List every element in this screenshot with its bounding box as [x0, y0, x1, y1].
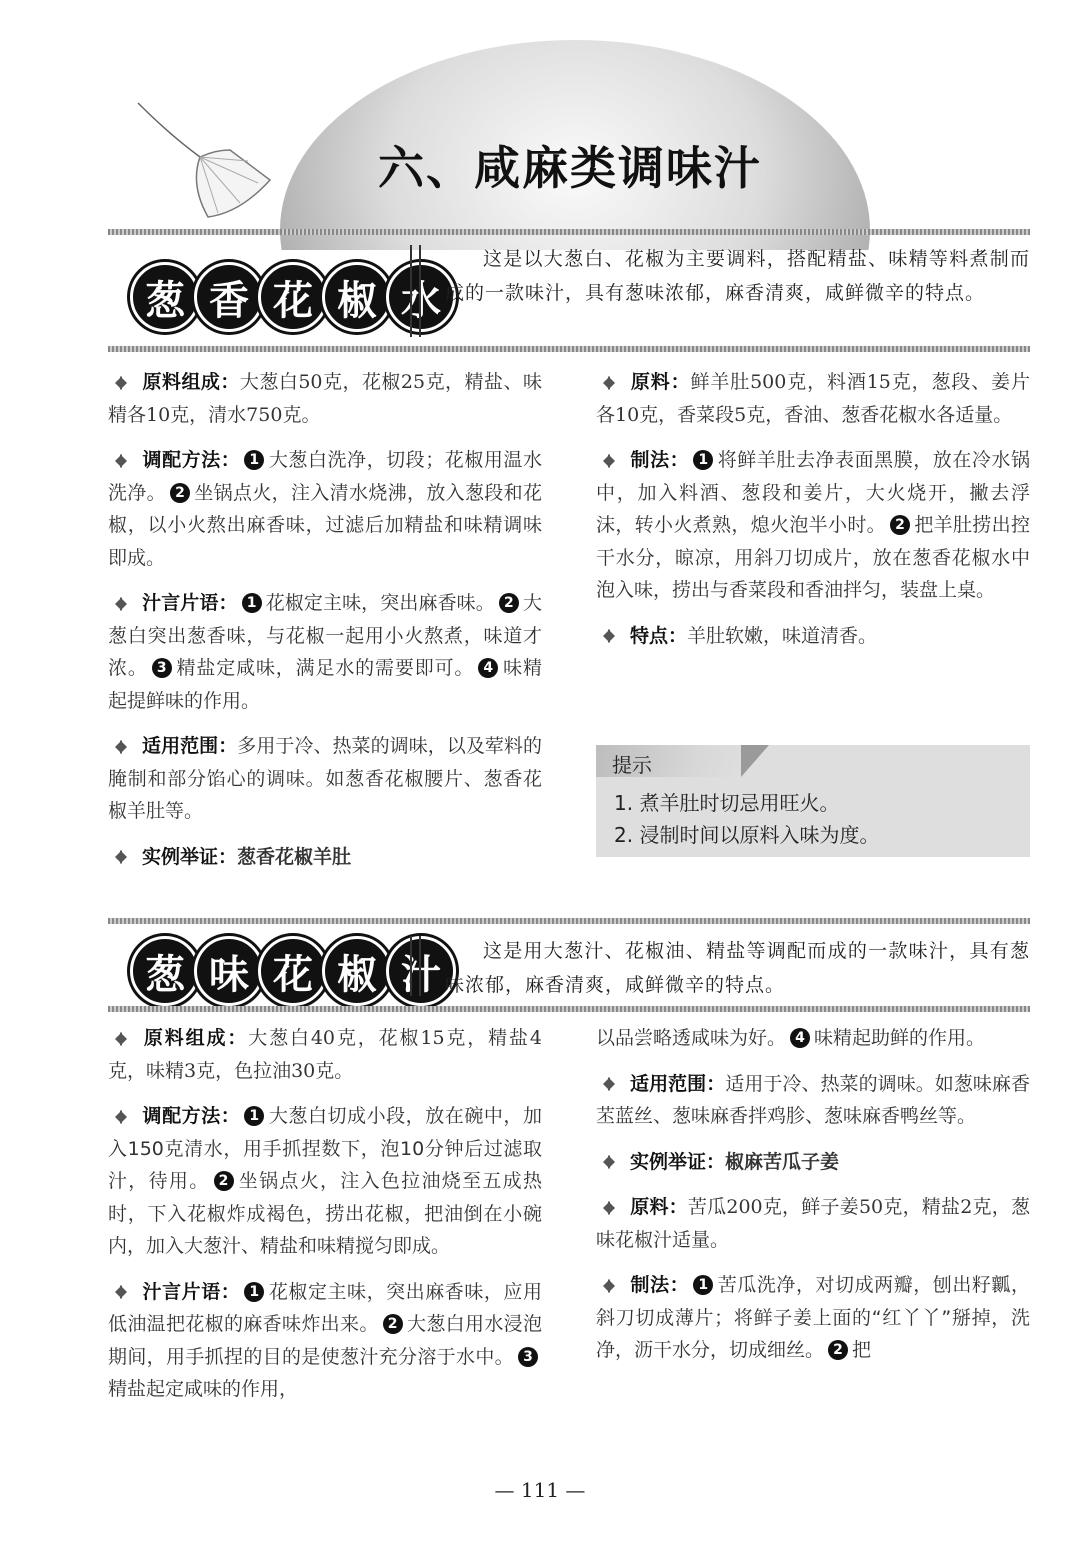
- section-label: 汁言片语：: [142, 592, 238, 614]
- title-divider: [410, 245, 421, 337]
- section-label: 实例举证：: [630, 1150, 726, 1173]
- step-text: 把羊肚捞出控干水分，晾凉，用斜刀切成片，放在葱香花椒水中泡入味，捞出与香菜段和香油拌匀，装盘上桌。: [596, 514, 1030, 601]
- section-label: 适用范围：: [630, 1072, 726, 1095]
- section-text: 鲜羊肚500克，料酒15克，葱段、姜片各10克，香菜段5克，香油、葱香花椒水各适量。: [596, 371, 1030, 426]
- step-text: 大葱白切成小段，放在碗中，加入150克清水，用手抓捏数下，泡10分钟后过滤取汁，待用。: [108, 1105, 542, 1192]
- step-text: 坐锅点火，注入清水烧沸，放入葱段和花椒，以小火熬出麻香味，过滤后加精盐和味精调味即成。: [108, 481, 542, 569]
- divider: [108, 346, 1030, 352]
- step-text: 将鲜羊肚去净表面黑膜，放在冷水锅中，加入料酒、葱段和姜片，大火烧开，撇去浮沫，转小火煮熟，熄火泡半小时。: [596, 449, 1030, 536]
- badge-char: 花: [258, 936, 328, 1006]
- step-text: 花椒定主味，突出麻香味。: [265, 592, 495, 614]
- section-label: 原料：: [630, 371, 691, 393]
- section-label: 适用范围：: [142, 735, 238, 757]
- tip-item: 1. 煮羊肚时切忌用旺火。: [614, 791, 840, 815]
- section-label: 原料组成：: [142, 371, 240, 393]
- section-label: 原料组成：: [142, 1027, 249, 1049]
- step-text: 大葱白突出葱香味，与花椒一起用小火熬煮，味道才浓。: [108, 592, 542, 679]
- divider: [108, 1006, 1030, 1012]
- recipe-2-right-column: 以品尝略透咸味为好。 4 味精起助鲜的作用。 适用范围：适用于冷、热菜的调味。如葱味麻香苤蓝丝、葱味麻香拌鸡胗、葱味麻香鸭丝等。 实例举证：椒麻苦瓜子姜 原料：苦瓜200克，鲜子姜50克，精盐2克，葱味花椒汁适量。 制法： 1 苦瓜洗净，对切成两瓣，刨出籽瓤，斜刀切成薄片；将鲜子姜上面的“红丫丫”掰掉，洗净，沥干水分，切成细丝。 2 把: [596, 1027, 1030, 1361]
- badge-char: 葱: [130, 262, 200, 332]
- step-text: 坐锅点火，注入色拉油烧至五成热时，下入花椒炸成褐色，捞出花椒，把油倒在小碗内，加入大葱汁、精盐和味精搅匀即成。: [108, 1170, 542, 1257]
- example-dish: 葱香花椒羊肚: [237, 845, 352, 868]
- section-label: 汁言片语：: [142, 1280, 241, 1303]
- badge-char: 水: [386, 262, 456, 332]
- step-text: 苦瓜洗净，对切成两瓣，刨出籽瓤，斜刀切成薄片；将鲜子姜上面的“红丫丫”掰掉，洗净，沥干水分，切成细丝。: [596, 1274, 1030, 1361]
- badge-char: 味: [194, 936, 264, 1006]
- step-text: 把: [852, 1339, 872, 1361]
- badge-char: 汁: [386, 936, 456, 1006]
- section-text: 多用于冷、热菜的调味，以及荤料的腌制和部分馅心的调味。如葱香花椒腰片、葱香花椒羊肚等。: [108, 735, 542, 822]
- title-divider: [410, 936, 421, 996]
- recipe-1-right-column: 原料：鲜羊肚500克，料酒15克，葱段、姜片各10克，香菜段5克，香油、葱香花椒水各适量。 制法： 1 将鲜羊肚去净表面黑膜，放在冷水锅中，加入料酒、葱段和姜片，大火烧开，撇去浮沫，转小火煮熟，熄火泡半小时。 2 把羊肚捞出控干水分，晾凉，用斜刀切成片，放在葱香花椒水中泡入味，捞出与香菜段和香油拌匀，装盘上桌。 特点：羊肚软嫩，味道清香。: [596, 371, 1030, 647]
- recipe-1-left-column: 原料组成：大葱白50克，花椒25克，精盐、味精各10克，清水750克。 调配方法： 1 大葱白洗净，切段；花椒用温水洗净。 2 坐锅点火，注入清水烧沸，放入葱段和花椒，以小火熬出麻香味，过滤后加精盐和味精调味即成。 汁言片语： 1 花椒定主味，突出麻香味。 2 大葱白突出葱香味，与花椒一起用小火熬煮，味道才浓。 3 精盐定咸味，满足水的需要即可。 4 味精起提鲜味的作用。 适用范围：多用于冷、热菜的调味，以及荤料的腌制和部分馅心的调味。如葱香花椒腰片、葱香花椒羊肚等。 实例举证：葱香花椒羊肚: [108, 371, 542, 868]
- page-number: — 111 —: [494, 1478, 586, 1502]
- section-label: 调配方法：: [142, 1105, 241, 1127]
- section-text: 羊肚软嫩，味道清香。: [687, 624, 878, 647]
- tip-item: 2. 浸制时间以原料入味为度。: [614, 823, 880, 847]
- divider: [108, 229, 1030, 235]
- section-label: 特点：: [630, 624, 688, 647]
- badge-char: 椒: [322, 262, 392, 332]
- step-text: 味精起助鲜的作用。: [814, 1027, 986, 1049]
- badge-char: 椒: [322, 936, 392, 1006]
- section-label: 调配方法：: [142, 449, 241, 471]
- section-text: 大葱白40克，花椒15克，精盐4克，味精3克，色拉油30克。: [108, 1027, 542, 1082]
- recipe-2-title-badge: [130, 936, 450, 1006]
- section-text: 大葱白50克，花椒25克，精盐、味精各10克，清水750克。: [108, 371, 542, 426]
- tip-box: [596, 745, 1030, 857]
- section-label: 原料：: [630, 1196, 688, 1218]
- section-label: 实例举证：: [142, 845, 238, 868]
- section-text: 苦瓜200克，鲜子姜50克，精盐2克，葱味花椒汁适量。: [596, 1196, 1030, 1251]
- section-text: 适用于冷、热菜的调味。如葱味麻香苤蓝丝、葱味麻香拌鸡胗、葱味麻香鸭丝等。: [596, 1072, 1030, 1127]
- badge-char: 葱: [130, 936, 200, 1006]
- step-text: 精盐定咸味，满足水的需要即可。: [175, 657, 475, 679]
- example-dish: 椒麻苦瓜子姜: [725, 1150, 840, 1173]
- recipe-1-intro: 这是以大葱白、花椒为主要调料，搭配精盐、味精等料煮制而成的一款味汁，具有葱味浓郁，麻香清爽，咸鲜微辛的特点。: [445, 248, 1030, 304]
- divider: [108, 918, 1030, 924]
- recipe-2-left-column: 原料组成：大葱白40克，花椒15克，精盐4克，味精3克，色拉油30克。 调配方法： 1 大葱白切成小段，放在碗中，加入150克清水，用手抓捏数下，泡10分钟后过滤取汁，待用。 2 坐锅点火，注入色拉油烧至五成热时，下入花椒炸成褐色，捞出花椒，把油倒在小碗内，加入大葱汁、精盐和味精搅匀即成。 汁言片语： 1 花椒定主味，突出麻香味，应用低油温把花椒的麻香味炸出来。 2 大葱白用水浸泡期间，用手抓捏的目的是使葱汁充分溶于水中。 3精盐起定咸味的作用，: [108, 1027, 542, 1400]
- section-label: 制法：: [630, 1274, 690, 1296]
- step-text: 花椒定主味，突出麻香味，应用低油温把花椒的麻香味炸出来。: [108, 1280, 542, 1335]
- badge-char: 香: [194, 262, 264, 332]
- section-label: 制法：: [630, 449, 690, 471]
- step-text: 精盐起定咸味的作用，: [108, 1378, 299, 1400]
- chapter-title: 六、咸麻类调味汁: [378, 141, 762, 195]
- section-text: 以品尝略透咸味为好。: [596, 1027, 787, 1049]
- step-text: 大葱白用水浸泡期间，用手抓捏的目的是使葱汁充分溶于水中。: [108, 1313, 542, 1368]
- tip-title: 提示: [612, 753, 652, 777]
- recipe-1-title-badge: [130, 262, 450, 332]
- step-text: 味精起提鲜味的作用。: [108, 657, 542, 712]
- step-text: 大葱白洗净，切段；花椒用温水洗净。: [108, 449, 542, 504]
- recipe-2-intro: 这是用大葱汁、花椒油、精盐等调配而成的一款味汁，具有葱味浓郁，麻香清爽，咸鲜微辛的特点。: [445, 940, 1030, 996]
- ginkgo-leaf-icon: [130, 95, 280, 225]
- badge-char: 花: [258, 262, 328, 332]
